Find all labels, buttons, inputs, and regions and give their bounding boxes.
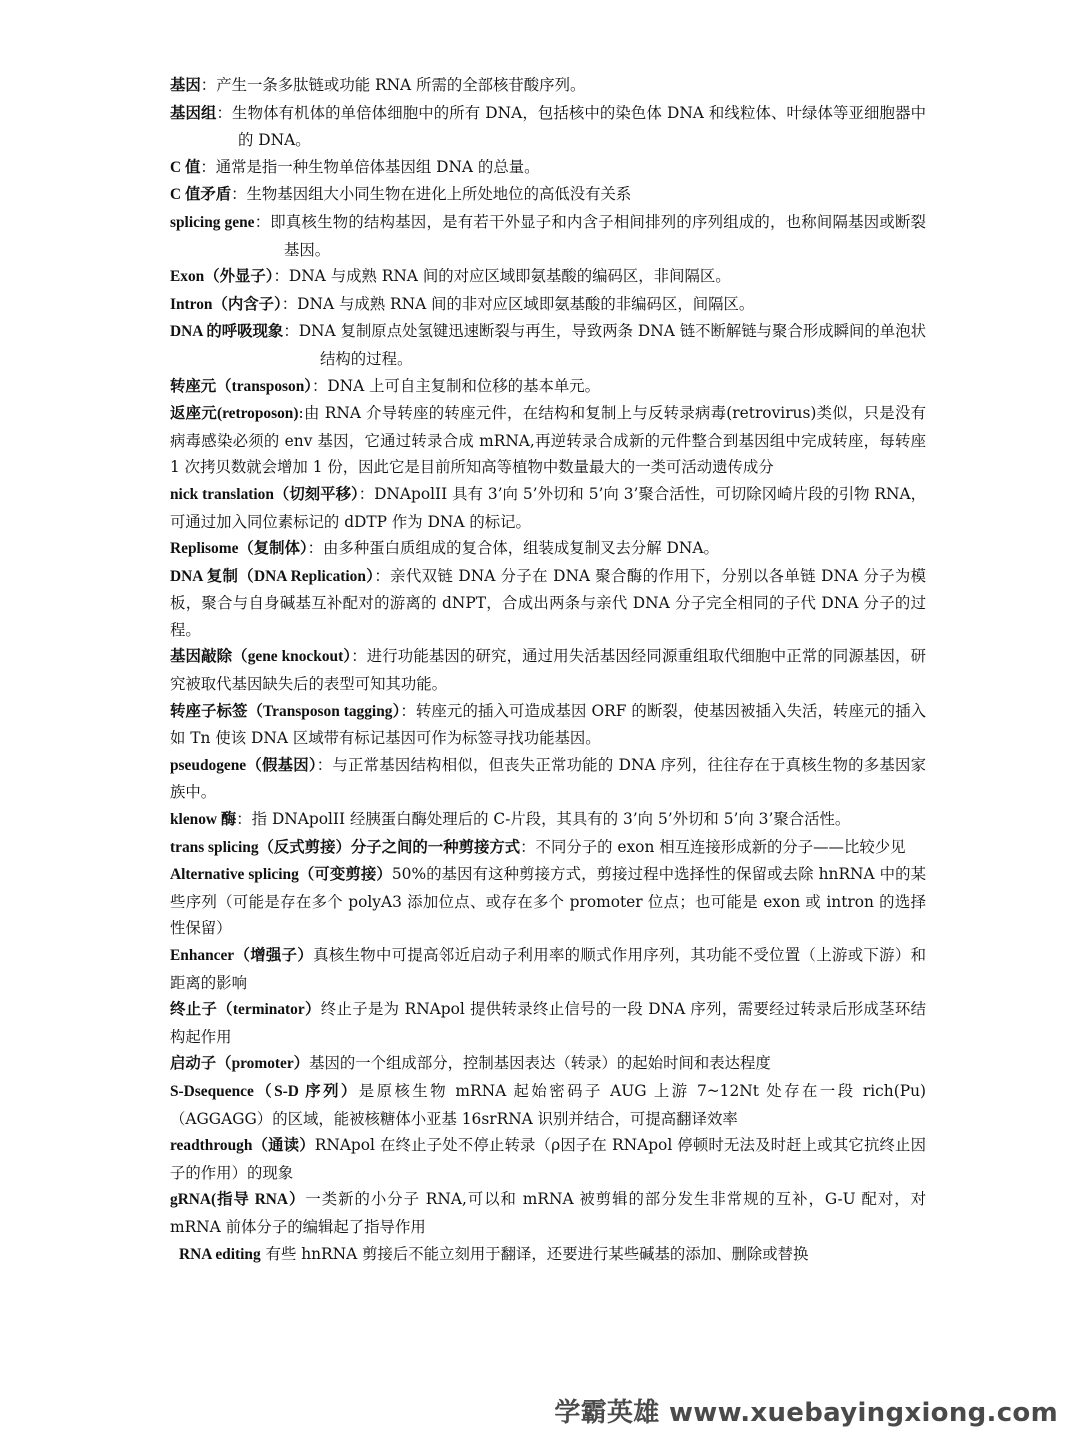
definition: ：DNA 复制原点处氢键迅速断裂与再生，导致两条 DNA 链不断解链与聚合形成瞬间的单泡状结构的过程。 bbox=[283, 322, 926, 368]
definition: ：转座元的插入可造成基因 ORF 的断裂，使基因被插入失活，转座元的插入如 Tn 使该 DNA 区域带有标记基因可作为标签寻找功能基因。 bbox=[170, 701, 927, 748]
definition: ：与正常基因结构相似，但丧失正常功能的 DNA 序列，往往存在于真核生物的多基因家族中。 bbox=[170, 755, 926, 802]
definition-entry bbox=[170, 1078, 926, 1132]
definition-entry bbox=[170, 643, 926, 697]
definition: ：不同分子的 exon 相互连接形成新的分子——比较少见 bbox=[520, 837, 906, 856]
definition-entry bbox=[170, 698, 926, 752]
definition: ：DNA 与成熟 RNA 间的对应区域即氨基酸的编码区，非间隔区。 bbox=[273, 267, 731, 286]
definition-entry bbox=[170, 563, 926, 644]
term: 转座元（transposon） bbox=[170, 377, 312, 395]
definition-entry bbox=[170, 263, 926, 291]
definition-entry bbox=[170, 752, 926, 806]
definition-entry bbox=[170, 942, 926, 996]
definition: ：生物基因组大小同生物在进化上所处地位的高低没有关系 bbox=[231, 185, 632, 204]
term: trans splicing（反式剪接）分子之间的一种剪接方式 bbox=[170, 838, 521, 856]
term: Intron（内含子） bbox=[170, 295, 282, 313]
definition-entry bbox=[170, 834, 926, 862]
term: klenow 酶 bbox=[170, 811, 237, 829]
term: C 值矛盾 bbox=[170, 186, 232, 204]
definition-entry bbox=[170, 996, 926, 1050]
definition: 基因的一个组成部分，控制基因表达（转录）的起始时间和表达程度 bbox=[309, 1054, 771, 1073]
definition: ：DNApolII 具有 3’向 5’外切和 5’向 3’聚合活性，可切除冈崎片段的引物 RNA，可通过加入同位素标记的 dDTP 作为 DNA 的标记。 bbox=[170, 484, 926, 531]
definition-entry bbox=[170, 72, 926, 100]
definition-entry bbox=[170, 1050, 926, 1078]
definition: 终止子是为 RNApol 提供转录终止信号的一段 DNA 序列，需要经过转录后形成茎环结构起作用 bbox=[170, 1000, 926, 1046]
term: Alternative splicing（可变剪接） bbox=[170, 866, 392, 884]
term: 转座子标签（Transposon tagging） bbox=[170, 702, 401, 720]
definition: ：亲代双链 DNA 分子在 DNA 聚合酶的作用下，分别以各单链 DNA 分子为模板，聚合与自身碱基互补配对的游离的 dNPT，合成出两条与亲代 DNA 分子完全相同的子代 DNA 分子的过程。 bbox=[170, 566, 926, 639]
footer-brand: 学霸英雄 bbox=[554, 1398, 660, 1428]
term: pseudogene（假基因） bbox=[170, 756, 317, 774]
definition-entry bbox=[170, 373, 926, 401]
definition-entry bbox=[170, 1132, 926, 1186]
watermark-footer bbox=[554, 1392, 1058, 1429]
definition-entry bbox=[170, 181, 926, 209]
definition: ：指 DNApolII 经胰蛋白酶处理后的 C-片段，其具有的 3’向 5’外切和 5’向 3’聚合活性。 bbox=[236, 810, 851, 829]
term: readthrough（通读） bbox=[170, 1137, 315, 1155]
definition: ：由多种蛋白质组成的复合体，组装成复制叉去分解 DNA。 bbox=[307, 539, 719, 558]
term: gRNA(指导 RNA） bbox=[170, 1191, 306, 1209]
term: 基因 bbox=[170, 77, 201, 94]
term: S-Dsequence（S-D 序列） bbox=[170, 1082, 359, 1100]
term: DNA 的呼吸现象 bbox=[170, 323, 284, 341]
definition: ：DNA 与成熟 RNA 间的非对应区域即氨基酸的非编码区，间隔区。 bbox=[281, 294, 755, 313]
definition-entry bbox=[170, 100, 926, 154]
definition-entry bbox=[170, 481, 926, 535]
definition: ：DNA 上可自主复制和位移的基本单元。 bbox=[311, 376, 601, 395]
definition-entry bbox=[170, 318, 926, 372]
definition-entry bbox=[170, 154, 926, 182]
term: 终止子（terminator） bbox=[170, 1001, 321, 1019]
term: 启动子（promoter） bbox=[170, 1055, 310, 1073]
definition-entry bbox=[170, 209, 926, 263]
definition: 有些 hnRNA 剪接后不能立刻用于翻译，还要进行某些碱基的添加、删除或替换 bbox=[260, 1244, 809, 1263]
definition-entry bbox=[170, 1241, 926, 1269]
definition-entry bbox=[170, 535, 926, 563]
definition: ：生物体有机体的单倍体细胞中的所有 DNA，包括核中的染色体 DNA 和线粒体、叶绿体等亚细胞器中的 DNA。 bbox=[216, 103, 926, 150]
term: Exon（外显子） bbox=[170, 268, 274, 286]
definition: ：通常是指一种生物单倍体基因组 DNA 的总量。 bbox=[200, 157, 540, 176]
definition-entry bbox=[170, 400, 926, 481]
term: splicing gene bbox=[170, 213, 255, 231]
definition: RNApol 在终止子处不停止转录（ρ因子在 RNApol 停顿时无法及时赶上或其它抗终止因子的作用）的现象 bbox=[170, 1136, 926, 1182]
definition-entry bbox=[170, 861, 926, 942]
term: 基因组 bbox=[170, 104, 217, 122]
definition-entry bbox=[170, 291, 926, 319]
definition: 是原核生物 mRNA 起始密码子 AUG 上游 7~12Nt 处存在一段 rich(Pu)（AGGAGG）的区域，能被核糖体小亚基 16srRNA 识别并结合，可提高翻译效率 bbox=[170, 1081, 926, 1128]
term: DNA 复制（DNA Replication） bbox=[170, 567, 375, 585]
term: C 值 bbox=[170, 158, 201, 176]
document-body bbox=[170, 72, 926, 1268]
term: 返座元(retroposon) bbox=[170, 405, 299, 423]
term: nick translation（切刻平移） bbox=[170, 485, 359, 503]
definition: ：产生一条多肽链或功能 RNA 所需的全部核苷酸序列。 bbox=[200, 76, 586, 94]
term: Replisome（复制体） bbox=[170, 540, 308, 558]
definition: 真核生物中可提高邻近启动子利用率的顺式作用序列，其功能不受位置（上游或下游）和距离的影响 bbox=[170, 946, 926, 992]
definition: ：进行功能基因的研究，通过用失活基因经同源重组取代细胞中正常的同源基因，研究被取代基因缺失后的表型可知其功能。 bbox=[170, 647, 926, 694]
term: Enhancer（增强子） bbox=[170, 947, 314, 964]
footer-url: www.xuebayingxiong.com bbox=[668, 1398, 1058, 1428]
definition: 一类新的小分子 RNA,可以和 mRNA 被剪辑的部分发生非常规的互补，G-U 配对，对 mRNA 前体分子的编辑起了指导作用 bbox=[170, 1190, 926, 1236]
definition: 50%的基因有这种剪接方式，剪接过程中选择性的保留或去除 hnRNA 中的某些序列（可能是存在多个 polyA3 添加位点、或存在多个 promoter 位点；也可能是 exon 或 intron 的选择性保留） bbox=[170, 865, 926, 938]
term: 基因敲除（gene knockout） bbox=[170, 648, 352, 666]
term: RNA editing bbox=[179, 1245, 261, 1263]
definition-entry bbox=[170, 1186, 926, 1240]
definition: :由 RNA 介导转座的转座元件，在结构和复制上与反转录病毒(retrovirus)类似，只是没有病毒感染必须的 env 基因，它通过转录合成 mRNA,再逆转录合成新的元件整合到基因组中完成转座，每转座 1 次拷贝数就会增加 1 份，因此它是目前所知高等植物中数量最大的一类可活动遗传成分 bbox=[170, 404, 926, 477]
definition-entry bbox=[170, 806, 926, 834]
definition: ：即真核生物的结构基因，是有若干外显子和内含子相间排列的序列组成的，也称间隔基因或断裂基因。 bbox=[254, 212, 926, 259]
